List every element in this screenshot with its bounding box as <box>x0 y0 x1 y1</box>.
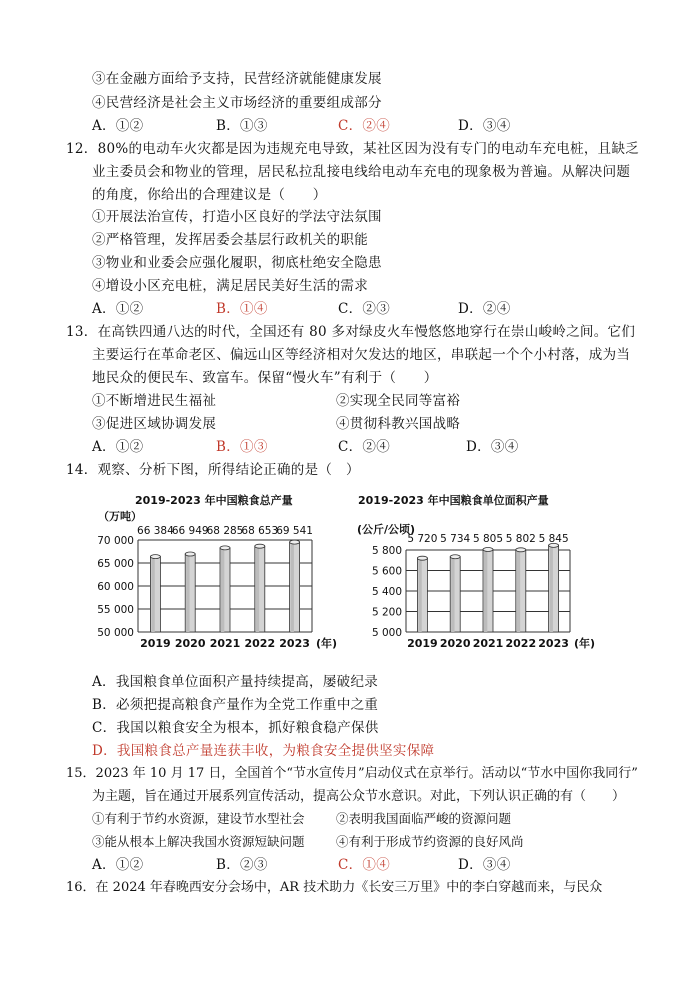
y-tick-label: 70 000 <box>97 535 134 547</box>
y-tick-label: 55 000 <box>97 604 134 616</box>
x-tick-label: 2021 <box>472 637 504 650</box>
y-tick-label: 5 800 <box>371 545 402 557</box>
data-label: 68 285 <box>206 525 244 537</box>
bar-top <box>290 540 300 544</box>
data-label: 5 845 <box>538 533 569 545</box>
q11-item3: ③在金融方面给予支持，民营经济就能健康发展 <box>92 71 382 87</box>
q11-option-c: C．②④ <box>338 118 391 134</box>
q11-option-d: D．③④ <box>458 118 511 134</box>
chart1-grain-total-output <box>90 520 360 652</box>
q14-option-c: C．我国以粮食安全为根本，抓好粮食稳产保供 <box>92 720 379 736</box>
y-tick-label: 5 200 <box>371 606 402 619</box>
q13-stem-line2: 主要运行在革命老区、偏远山区等经济相对欠发达的地区，串联起一个个小村落，成为当 <box>92 347 631 363</box>
q12-stem-line3: 的角度，你给出的合理建议是（ ） <box>92 187 327 203</box>
q13-option-d: D．③④ <box>466 439 519 455</box>
bar-shade <box>484 551 487 632</box>
data-label: 5 720 <box>407 533 438 545</box>
bar-top <box>483 547 493 551</box>
q13-item1: ①不断增进民生福祉 <box>92 393 217 409</box>
bar-shade <box>256 548 259 632</box>
x-tick-label: 2021 <box>209 637 241 650</box>
q14-option-a: A．我国粮食单位面积产量持续提高，屡破纪录 <box>92 674 379 690</box>
q13-stem-line3: 地民众的便民车、致富车。保留“慢火车”有利于（ ） <box>92 370 438 386</box>
chart1-unit: （万吨） <box>98 510 142 523</box>
q12-option-c: C．②③ <box>338 301 391 317</box>
q12-item3: ③物业和业委会应强化履职，彻底杜绝安全隐患 <box>92 255 382 271</box>
y-tick-label: 50 000 <box>97 627 134 639</box>
q15-item1: ①有利于节约水资源，建设节水型社会 <box>92 811 305 826</box>
bar-top <box>255 544 265 548</box>
bar-top <box>516 548 526 552</box>
q14-option-b: B．必须把提高粮食产量作为全党工作重中之重 <box>92 697 379 713</box>
q12-item2: ②严格管理，发挥居委会基层行政机关的职能 <box>92 232 368 248</box>
x-tick-label: 2019 <box>407 637 438 650</box>
data-label: 5 734 <box>440 533 471 545</box>
q15-stem-line2: 为主题，旨在通过开展系列宣传活动，提高公众节水意识。对此，下列认识正确的有（ ） <box>92 789 626 804</box>
q15-option-a: A．①② <box>92 857 144 873</box>
q13-item3: ③促进区域协调发展 <box>92 416 217 432</box>
bar-shade <box>451 559 454 632</box>
bar-shade <box>517 552 520 632</box>
q15-item4: ④有利于形成节约资源的良好风尚 <box>336 834 524 849</box>
q13-item2: ②实现全民同等富裕 <box>336 393 461 409</box>
bar-shade <box>151 559 154 632</box>
x-tick-label: 2023 <box>279 637 310 650</box>
x-axis-unit: (年) <box>574 637 596 650</box>
q15-option-b: B．②③ <box>216 857 268 873</box>
q12-option-a: A．①② <box>92 301 144 317</box>
x-tick-label: 2023 <box>538 637 569 650</box>
q13-item4: ④贯彻科教兴国战略 <box>336 416 461 432</box>
q11-option-b: B．①③ <box>216 118 268 134</box>
data-label: 69 541 <box>276 525 313 537</box>
bar-shade <box>221 550 224 632</box>
q15-option-d: D．③④ <box>458 857 511 873</box>
q15-stem-line1: 15．2023 年 10 月 17 日，全国首个“节水宣传月”启动仪式在京举行。活动以“节水中国你我同行” <box>66 766 638 781</box>
chart2-title: 2019-2023 年中国粮食单位面积产量 <box>358 494 549 507</box>
chart2-unit: (公斤/公顷) <box>357 523 416 536</box>
q15-item3: ③能从根本上解决我国水资源短缺问题 <box>92 834 305 849</box>
x-tick-label: 2022 <box>505 637 537 650</box>
x-tick-label: 2022 <box>244 637 276 650</box>
x-axis-unit: (年) <box>316 637 338 650</box>
q11-item4: ④民营经济是社会主义市场经济的重要组成部分 <box>92 95 382 111</box>
q11-option-a: A．①② <box>92 118 144 134</box>
q13-option-c: C．②④ <box>338 439 391 455</box>
q12-option-b: B．①④ <box>216 301 268 317</box>
data-label: 5 802 <box>505 533 536 545</box>
q16-stem-line1: 16．在 2024 年春晚西安分会场中，AR 技术助力《长安三万里》中的李白穿越而来，与民众 <box>66 880 603 895</box>
q14-stem: 14．观察、分析下图，所得结论正确的是（ ） <box>66 462 360 478</box>
q12-stem-line2: 业主委员会和物业的管理，居民私拉乱接电线给电动车充电的现象极为普遍。从解决问题 <box>92 164 631 180</box>
bar-top <box>150 555 160 559</box>
data-label: 66 949 <box>171 525 209 537</box>
bar-shade <box>550 547 553 632</box>
y-tick-label: 5 400 <box>371 586 402 598</box>
bar-top <box>185 552 195 556</box>
bar-shade <box>186 556 189 632</box>
q12-stem-line1: 12．80%的电动车火灾都是因为违规充电导致，某社区因为没有专门的电动车充电桩，且缺乏 <box>66 141 640 157</box>
x-tick-label: 2019 <box>140 637 171 650</box>
q13-option-b: B．①③ <box>216 439 268 455</box>
bar-top <box>450 555 460 559</box>
q12-option-d: D．②④ <box>458 301 511 317</box>
q13-option-a: A．①② <box>92 439 144 455</box>
chart2-grain-yield-per-area <box>360 530 610 652</box>
q15-item2: ②表明我国面临严峻的资源问题 <box>336 811 512 826</box>
y-tick-label: 5 000 <box>371 627 402 639</box>
q13-stem-line1: 13．在高铁四通八达的时代，全国还有 80 多对绿皮火车慢悠悠地穿行在崇山峻岭之间。它们 <box>66 324 636 340</box>
q12-item1: ①开展法治宣传，打造小区良好的学法守法氛围 <box>92 209 382 225</box>
x-tick-label: 2020 <box>174 637 206 650</box>
data-label: 68 653 <box>241 525 279 537</box>
y-tick-label: 60 000 <box>97 581 134 593</box>
y-tick-label: 5 600 <box>371 565 402 578</box>
data-label: 5 805 <box>472 533 504 545</box>
bar-top <box>220 546 230 550</box>
bar-shade <box>418 560 421 632</box>
chart1-title: 2019-2023 年中国粮食总产量 <box>135 494 293 507</box>
data-label: 66 384 <box>137 525 174 537</box>
q14-option-d: D．我国粮食总产量连获丰收，为粮食安全提供坚实保障 <box>92 743 435 759</box>
y-tick-label: 65 000 <box>97 558 134 570</box>
q12-item4: ④增设小区充电桩，满足居民美好生活的需求 <box>92 278 368 294</box>
bar-top <box>417 556 427 560</box>
x-tick-label: 2020 <box>439 637 471 650</box>
q15-option-c: C．①④ <box>338 857 391 873</box>
bar-shade <box>291 544 294 632</box>
